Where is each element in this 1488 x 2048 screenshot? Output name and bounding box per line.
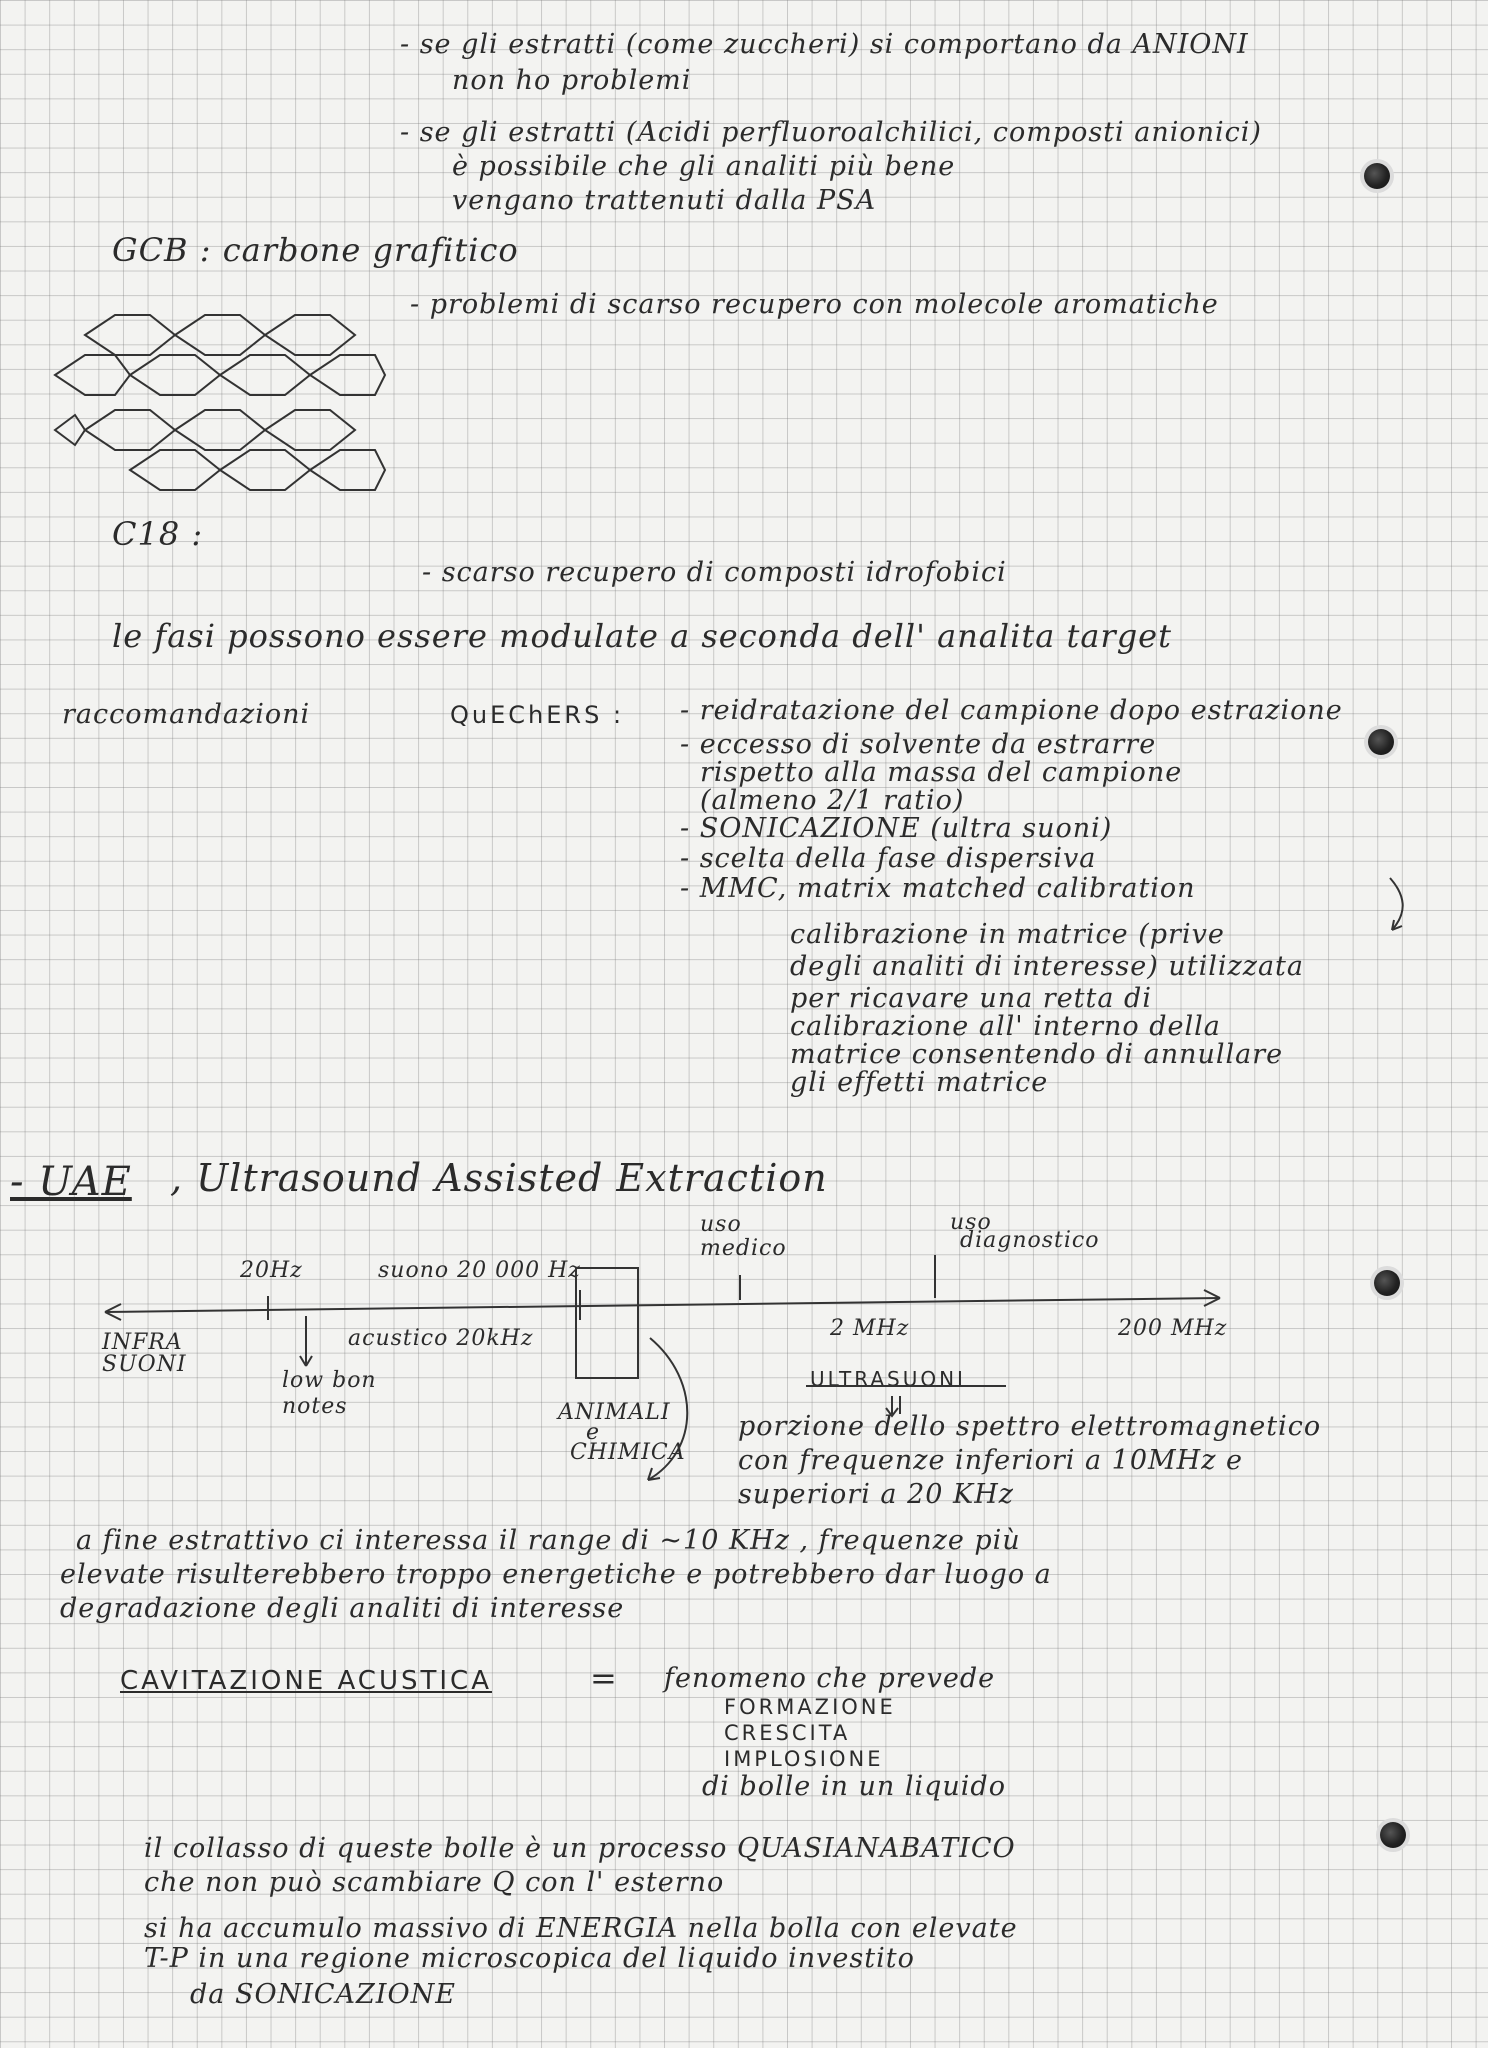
cavitazione-eq: = xyxy=(590,1659,618,1697)
recommendation-item: - scelta della fase dispersiva xyxy=(680,843,1097,874)
fine-estrattivo-line: degradazione degli analiti di interesse xyxy=(60,1593,625,1624)
note-line: - se gli estratti (come zuccheri) si comportano da ANIONI xyxy=(400,29,1249,60)
cavitazione-step: FORMAZIONE xyxy=(724,1695,896,1719)
label-ultrasuoni: ULTRASUONI xyxy=(810,1367,966,1391)
fine-estrattivo-line: elevate risulterebbero troppo energetiche e potrebbero dar luogo a xyxy=(60,1559,1052,1590)
mmc-description-line: calibrazione all' interno della xyxy=(790,1011,1221,1042)
recommendations-label: raccomandazioni xyxy=(62,699,311,730)
c18-problem: - scarso recupero di composti idrofobici xyxy=(422,557,1007,588)
note-line: - se gli estratti (Acidi perfluoroalchilici, composti anionici) xyxy=(400,117,1262,148)
cavitazione-label: CAVITAZIONE ACUSTICA xyxy=(120,1666,492,1696)
cavitazione-step: IMPLOSIONE xyxy=(724,1747,884,1771)
phases-line: le fasi possono essere modulate a seconda dell' analita target xyxy=(112,617,1172,655)
ultrasuoni-desc: con frequenze inferiori a 10MHz e xyxy=(738,1445,1243,1476)
collasso-line: il collasso di queste bolle è un processo QUASIANABATICO xyxy=(144,1833,1016,1864)
label-200mhz: 200 MHz xyxy=(1118,1316,1228,1341)
note-line: non ho problemi xyxy=(452,65,692,96)
uso-diagnostico-label: diagnostico xyxy=(960,1228,1100,1253)
mmc-description-line: gli effetti matrice xyxy=(790,1067,1049,1098)
accumulo-line: T-P in una regione microscopica del liquido investito xyxy=(144,1943,915,1974)
note-line: vengano trattenuti dalla PSA xyxy=(452,185,877,216)
label-low-bon: low bon xyxy=(282,1368,377,1393)
label-animali: ANIMALI xyxy=(558,1400,671,1425)
label-animali: CHIMICA xyxy=(570,1440,686,1465)
recommendation-item: - eccesso di solvente da estrarre xyxy=(680,729,1157,760)
gcb-label: GCB : carbone grafitico xyxy=(112,231,519,269)
collasso-line: che non può scambiare Q con l' esterno xyxy=(144,1867,725,1898)
mmc-description-line: per ricavare una retta di xyxy=(790,983,1152,1014)
recommendation-item: - reidratazione del campione dopo estrazione xyxy=(680,695,1343,726)
label-20hz: 20Hz xyxy=(240,1258,303,1283)
uso-diagnostico-label: uso xyxy=(950,1210,992,1235)
mmc-description-line: calibrazione in matrice (prive xyxy=(790,919,1225,950)
uso-medico-label: medico xyxy=(700,1236,787,1261)
label-2mhz: 2 MHz xyxy=(830,1316,910,1341)
cavitazione-step: CRESCITA xyxy=(724,1721,851,1745)
quechers-label: QuEChERS : xyxy=(450,701,625,729)
cavitazione-tail: di bolle in un liquido xyxy=(702,1771,1006,1802)
mmc-description-line: matrice consentendo di annullare xyxy=(790,1039,1284,1070)
mmc-description-line: degli analiti di interesse) utilizzata xyxy=(790,951,1305,982)
fine-estrattivo-line: a fine estrattivo ci interessa il range di ~10 KHz , frequenze più xyxy=(76,1525,1021,1556)
recommendation-item: - SONICAZIONE (ultra suoni) xyxy=(680,813,1113,844)
ultrasuoni-desc: superiori a 20 KHz xyxy=(738,1479,1014,1510)
gcb-problem: - problemi di scarso recupero con molecole aromatiche xyxy=(410,289,1219,320)
label-infra: INFRA xyxy=(102,1330,183,1355)
uso-medico-label: uso xyxy=(700,1212,742,1237)
label-suono: suono 20 000 Hz xyxy=(378,1258,581,1283)
note-line: è possibile che gli analiti più bene xyxy=(452,151,956,182)
c18-label: C18 : xyxy=(112,515,204,553)
recommendation-item: rispetto alla massa del campione xyxy=(700,757,1183,788)
label-infra: SUONI xyxy=(102,1352,187,1377)
recommendation-item: - MMC, matrix matched calibration xyxy=(680,873,1196,904)
accumulo-line: si ha accumulo massivo di ENERGIA nella bolla con elevate xyxy=(144,1913,1018,1944)
ultrasuoni-desc: porzione dello spettro elettromagnetico xyxy=(738,1411,1322,1442)
label-acustico: acustico 20kHz xyxy=(348,1326,534,1351)
accumulo-line: da SONICAZIONE xyxy=(190,1979,456,2010)
recommendation-item: (almeno 2/1 ratio) xyxy=(700,785,965,816)
label-animali: e xyxy=(586,1420,601,1445)
uae-title-rest: , Ultrasound Assisted Extraction xyxy=(170,1156,828,1200)
label-low-bon: notes xyxy=(282,1394,348,1419)
uae-title-abbr: - UAE xyxy=(10,1159,132,1205)
cavitazione-definition: fenomeno che prevede xyxy=(664,1663,996,1694)
